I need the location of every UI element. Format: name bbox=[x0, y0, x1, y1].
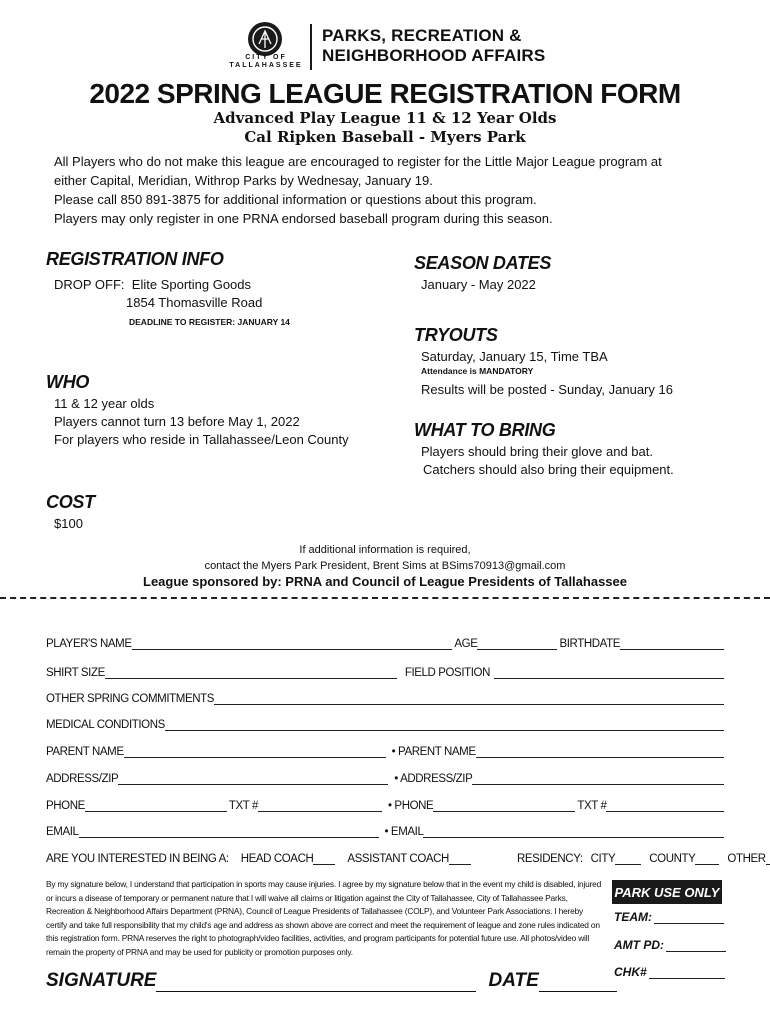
sponsor-line: League sponsored by: PRNA and Council of League Presidents of Tallahassee bbox=[143, 574, 627, 589]
drop-off-address: 1854 Thomasville Road bbox=[126, 295, 263, 310]
team-field[interactable] bbox=[654, 911, 724, 924]
season-heading: SEASON DATES bbox=[414, 253, 552, 273]
park-use-team: TEAM: bbox=[614, 910, 726, 924]
address-2-field[interactable] bbox=[472, 772, 724, 785]
tryouts-date: Saturday, January 15, Time TBA bbox=[421, 349, 608, 364]
date-field[interactable] bbox=[539, 974, 617, 992]
park-use-chk: CHK# bbox=[614, 965, 727, 979]
signature-row bbox=[46, 970, 617, 992]
park-use-title: PARK USE ONLY bbox=[612, 880, 722, 904]
cut-line bbox=[0, 597, 770, 599]
subtitle-park: Cal Ripken Baseball - Myers Park bbox=[244, 128, 526, 146]
who-heading: WHO bbox=[46, 372, 90, 392]
residency-county-field[interactable] bbox=[695, 852, 719, 865]
birthdate-field[interactable] bbox=[620, 637, 724, 650]
drop-off-info: DROP OFF: Elite Sporting Goods bbox=[54, 277, 252, 292]
bring-line2: Catchers should also bring their equipment. bbox=[423, 462, 674, 477]
tryouts-heading: TRYOUTS bbox=[414, 325, 498, 345]
amt-pd-field[interactable] bbox=[666, 939, 726, 952]
date-label: DATE bbox=[488, 970, 539, 991]
assistant-coach-field[interactable] bbox=[449, 852, 471, 865]
cost-value: $100 bbox=[54, 516, 83, 531]
deadline-note: DEADLINE TO REGISTER: JANUARY 14 bbox=[129, 317, 290, 327]
email-field[interactable] bbox=[79, 825, 379, 838]
row-address: ADDRESS/ZIP • ADDRESS/ZIP bbox=[46, 769, 726, 785]
season-value: January - May 2022 bbox=[421, 277, 536, 292]
row-parent: PARENT NAME • PARENT NAME bbox=[46, 742, 726, 758]
row-phone: PHONE TXT # • PHONE TXT # bbox=[46, 796, 726, 812]
registration-heading: REGISTRATION INFO bbox=[46, 249, 224, 269]
residency-city-field[interactable] bbox=[615, 852, 641, 865]
who-details: 11 & 12 year olds Players cannot turn 13 before May 1, 2022 For players who reside in Tallahassee/Leon County bbox=[54, 396, 349, 447]
intro-text: All Players who do not make this league are encouraged to register for the Little Major League program at either Capital, Meridian, Withrop Parks by Wednesay, January 19. Please call 850 891-3875 for additional information or questions about this program. Players may only register in one PRNA endorsed baseball program during this season. bbox=[54, 154, 662, 226]
row-medical: MEDICAL CONDITIONS bbox=[46, 715, 726, 731]
head-coach-field[interactable] bbox=[313, 852, 335, 865]
phone-field[interactable] bbox=[85, 799, 227, 812]
bring-line1: Players should bring their glove and bat. bbox=[421, 444, 653, 459]
phone-2-field[interactable] bbox=[433, 799, 575, 812]
header-divider bbox=[310, 24, 312, 70]
department-name: PARKS, RECREATION & NEIGHBORHOOD AFFAIRS bbox=[322, 26, 546, 65]
address-field[interactable] bbox=[118, 772, 388, 785]
city-seal-logo bbox=[248, 22, 282, 56]
parent-name-field[interactable] bbox=[124, 745, 386, 758]
row-shirt: SHIRT SIZE FIELD POSITION bbox=[46, 663, 726, 679]
signature-label: SIGNATURE bbox=[46, 970, 157, 991]
txt-2-field[interactable] bbox=[606, 799, 724, 812]
contact-info: If additional information is required, contact the Myers Park President, Brent Sims at BSims70913@gmail.com bbox=[204, 544, 566, 572]
player-name-field[interactable] bbox=[132, 637, 453, 650]
row-interest: ARE YOU INTERESTED IN BEING A: HEAD COACH ASSISTANT COACH RESIDENCY: CITY COUNTY OTHER bbox=[46, 849, 726, 865]
parent-name-2-field[interactable] bbox=[476, 745, 724, 758]
chk-field[interactable] bbox=[649, 966, 725, 979]
row-commitments: OTHER SPRING COMMITMENTS bbox=[46, 689, 726, 705]
other-commitments-field[interactable] bbox=[214, 692, 724, 705]
signature-field[interactable] bbox=[156, 974, 476, 992]
residency-other-field[interactable] bbox=[766, 852, 770, 865]
seal-caption: CITY OF TALLAHASSEE bbox=[229, 54, 303, 69]
tryouts-results: Results will be posted - Sunday, January 16 bbox=[421, 382, 673, 397]
age-field[interactable] bbox=[477, 637, 557, 650]
email-2-field[interactable] bbox=[423, 825, 724, 838]
field-position-field[interactable] bbox=[494, 666, 724, 679]
tryouts-note: Attendance is MANDATORY bbox=[421, 366, 534, 376]
form-title: 2022 SPRING LEAGUE REGISTRATION FORM bbox=[89, 78, 681, 109]
row-email: EMAIL • EMAIL bbox=[46, 822, 726, 838]
bring-heading: WHAT TO BRING bbox=[414, 420, 556, 440]
row-player: PLAYER'S NAME AGE BIRTHDATE bbox=[46, 634, 726, 650]
medical-conditions-field[interactable] bbox=[165, 718, 724, 731]
subtitle-league: Advanced Play League 11 & 12 Year Olds bbox=[213, 109, 557, 127]
txt-field[interactable] bbox=[258, 799, 382, 812]
waiver-text: By my signature below, I understand that participation in sports may cause injuries. I agree by my signature below that in the event my child is disabled, injured or incurs a disease of temporary or permanent nature that I will waive all claims or litigation against the City of Tallahassee, City of Tallahassee Parks, Recreation & Neighborhood Affairs Department (PRNA), Council of League Presidents of Tallahassee (COLP), and Volunteer Park Associations. I hereby certify and take full responsibility that my child's age and address as shown above are correct and meet the requirement of league and zone rules indicated on this registration form. PRNA reserves the right to photograph/video facilities, activities, and program participants for potential future use. All photos/video will remain the property of PRNA and may be used for publicity or promotion purposes only. bbox=[46, 879, 602, 957]
shirt-size-field[interactable] bbox=[105, 666, 397, 679]
park-use-amt: AMT PD: bbox=[614, 938, 728, 952]
cost-heading: COST bbox=[46, 492, 95, 512]
